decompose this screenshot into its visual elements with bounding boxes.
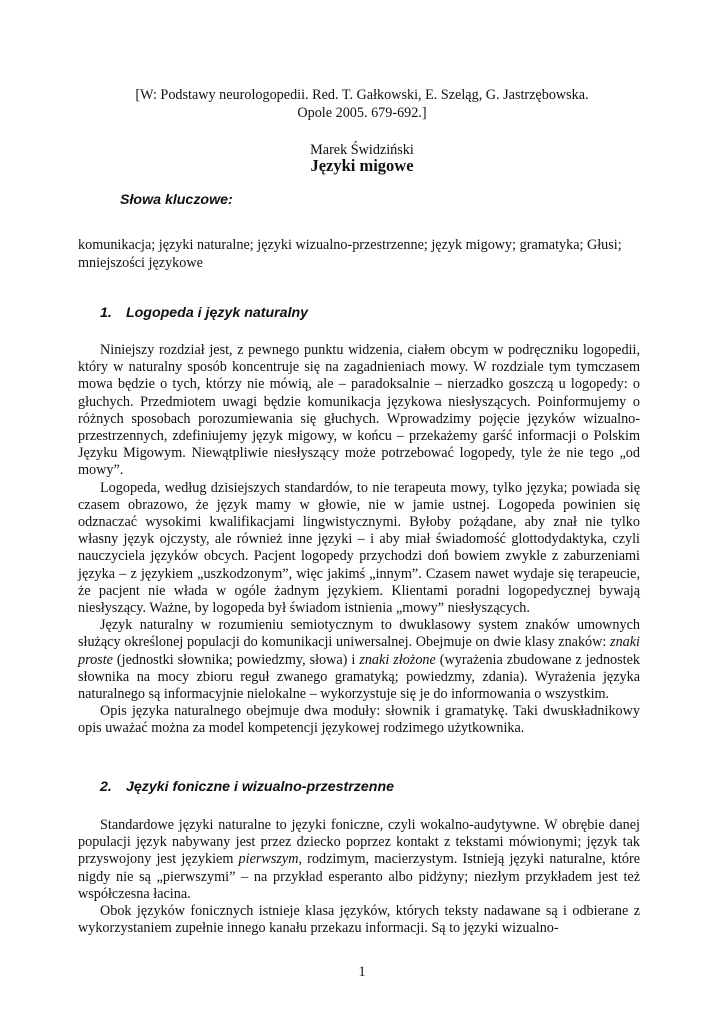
paragraph-text: (wyrażenia zbudowane z jednostek słownika na mocy zbioru reguł zwanego gramatyką; powiedzmy, zdania). Wyrażenia języka naturalnego są informacyjnie nielokalne – wykorzystuje się je do informowania o wszystkim. <box>78 651 641 703</box>
paragraph <box>78 817 640 903</box>
source-line-1: [W: Podstawy neurologopedii. Red. T. Gałkowski, E. Szeląg, G. Jastrzębowska. <box>135 87 589 103</box>
keywords-heading: Słowa kluczowe: <box>120 192 233 208</box>
document-title: Języki migowe <box>310 156 414 175</box>
keywords-text: komunikacja; języki naturalne; języki wizualno-przestrzenne; język migowy; gramatyka; Głusi; mniejszości językowe <box>78 237 622 271</box>
source-citation <box>0 86 724 122</box>
page-number: 1 <box>358 964 366 980</box>
section-2-body <box>78 817 640 937</box>
section-1-title: Logopeda i język naturalny <box>125 305 309 321</box>
term-italic: znaki złożone <box>359 651 436 668</box>
paragraph-text: (jednostki słownika; powiedzmy, słowa) i <box>112 651 360 668</box>
term-italic: pierwszym <box>238 851 299 868</box>
paragraph-text: Język naturalny w rozumieniu semiotycznym to dwuklasowy system znaków umownych służący określonej populacji do komunikacji uniwersalnej. Obejmuje on dwie klasy znaków: <box>78 617 640 651</box>
paragraph: Logopeda, według dzisiejszych standardów, to nie terapeuta mowy, tylko języka; powiada się czasem obrazowo, że język mamy w głowie, nie w jamie ustnej. Logopeda powinien się odznaczać wysokimi kwalifikacjami lingwistycznymi. Byłoby pożądane, aby znał nie tylko własny język ojczysty, ale również inne języki – i aby miał świadomość glottodydaktyka, czyli nauczyciela języków obcych. Pacjent logopedy przychodzi doń bowiem zwykle z zaburzeniami języka – z językiem „uszkodzonym”, więc jakimś „innym”. Czasem nawet wydaje się terapeucie, że pacjent nie włada w ogóle żadnym językiem. Klientami poradni logopedycznej bywają niesłyszący. Ważne, by logopeda był świadom istnienia „mowy” niesłyszących. <box>78 479 640 617</box>
source-line-2: Opole 2005. 679-692.] <box>297 105 427 121</box>
paragraph-text: Standardowe języki naturalne to języki foniczne, czyli wokalno-audytywne. W obrębie danej populacji język nabywany jest przez dziecko poprzez kontakt z tekstami mówionymi; język tak przyswojony jest językiem <box>78 817 640 868</box>
section-2-title: Języki foniczne i wizualno-przestrzenne <box>125 779 394 795</box>
paragraph: Obok języków fonicznych istnieje klasa języków, których teksty nadawane są i odbierane z wykorzystaniem zupełnie innego kanału przekazu informacji. Są to języki wizualno- <box>78 903 640 937</box>
section-2-number: 2. <box>100 779 112 795</box>
paragraph: Opis języka naturalnego obejmuje dwa moduły: słownik i gramatykę. Taki dwuskładnikowy opis uważać można za model kompetencji językowej rodzimego użytkownika. <box>78 703 640 737</box>
section-1-body <box>78 342 640 738</box>
section-1-heading <box>100 304 308 322</box>
section-2-heading <box>100 778 394 796</box>
paragraph <box>78 617 640 703</box>
author-name: Marek Świdziński <box>310 142 414 158</box>
section-1-number: 1. <box>100 305 112 321</box>
paragraph: Niniejszy rozdział jest, z pewnego punktu widzenia, ciałem obcym w podręczniku logopedii, który w naturalny sposób koncentruje się na zagadnieniach mowy. W rozdziale tym tymczasem mowa będzie o tych, którzy nie mówią, ale – paradoksalnie – nierzadko goszczą u logopedy: o głuchych. Przedmiotem uwagi będzie komunikacja językowa niesłyszących. Poinformujemy o różnych sposobach porozumiewania się głuchych. Wprowadzimy pojęcie języków wizualno-przestrzennych, zdefiniujemy język migowy, w końcu – przekażemy garść informacji o Polskim Języku Migowym. Niewątpliwie niesłyszący może potrzebować logopedy, tyle że nie tego „od mowy”. <box>78 342 640 479</box>
term-italic: znaki proste <box>78 634 640 668</box>
paragraph-text: , rodzimym, macierzystym. Istnieją języki naturalne, które nigdy nie są „pierwszymi” – na przykład esperanto albo pidżyny; niezłym przykładem jest też współczesna łacina. <box>78 851 640 902</box>
